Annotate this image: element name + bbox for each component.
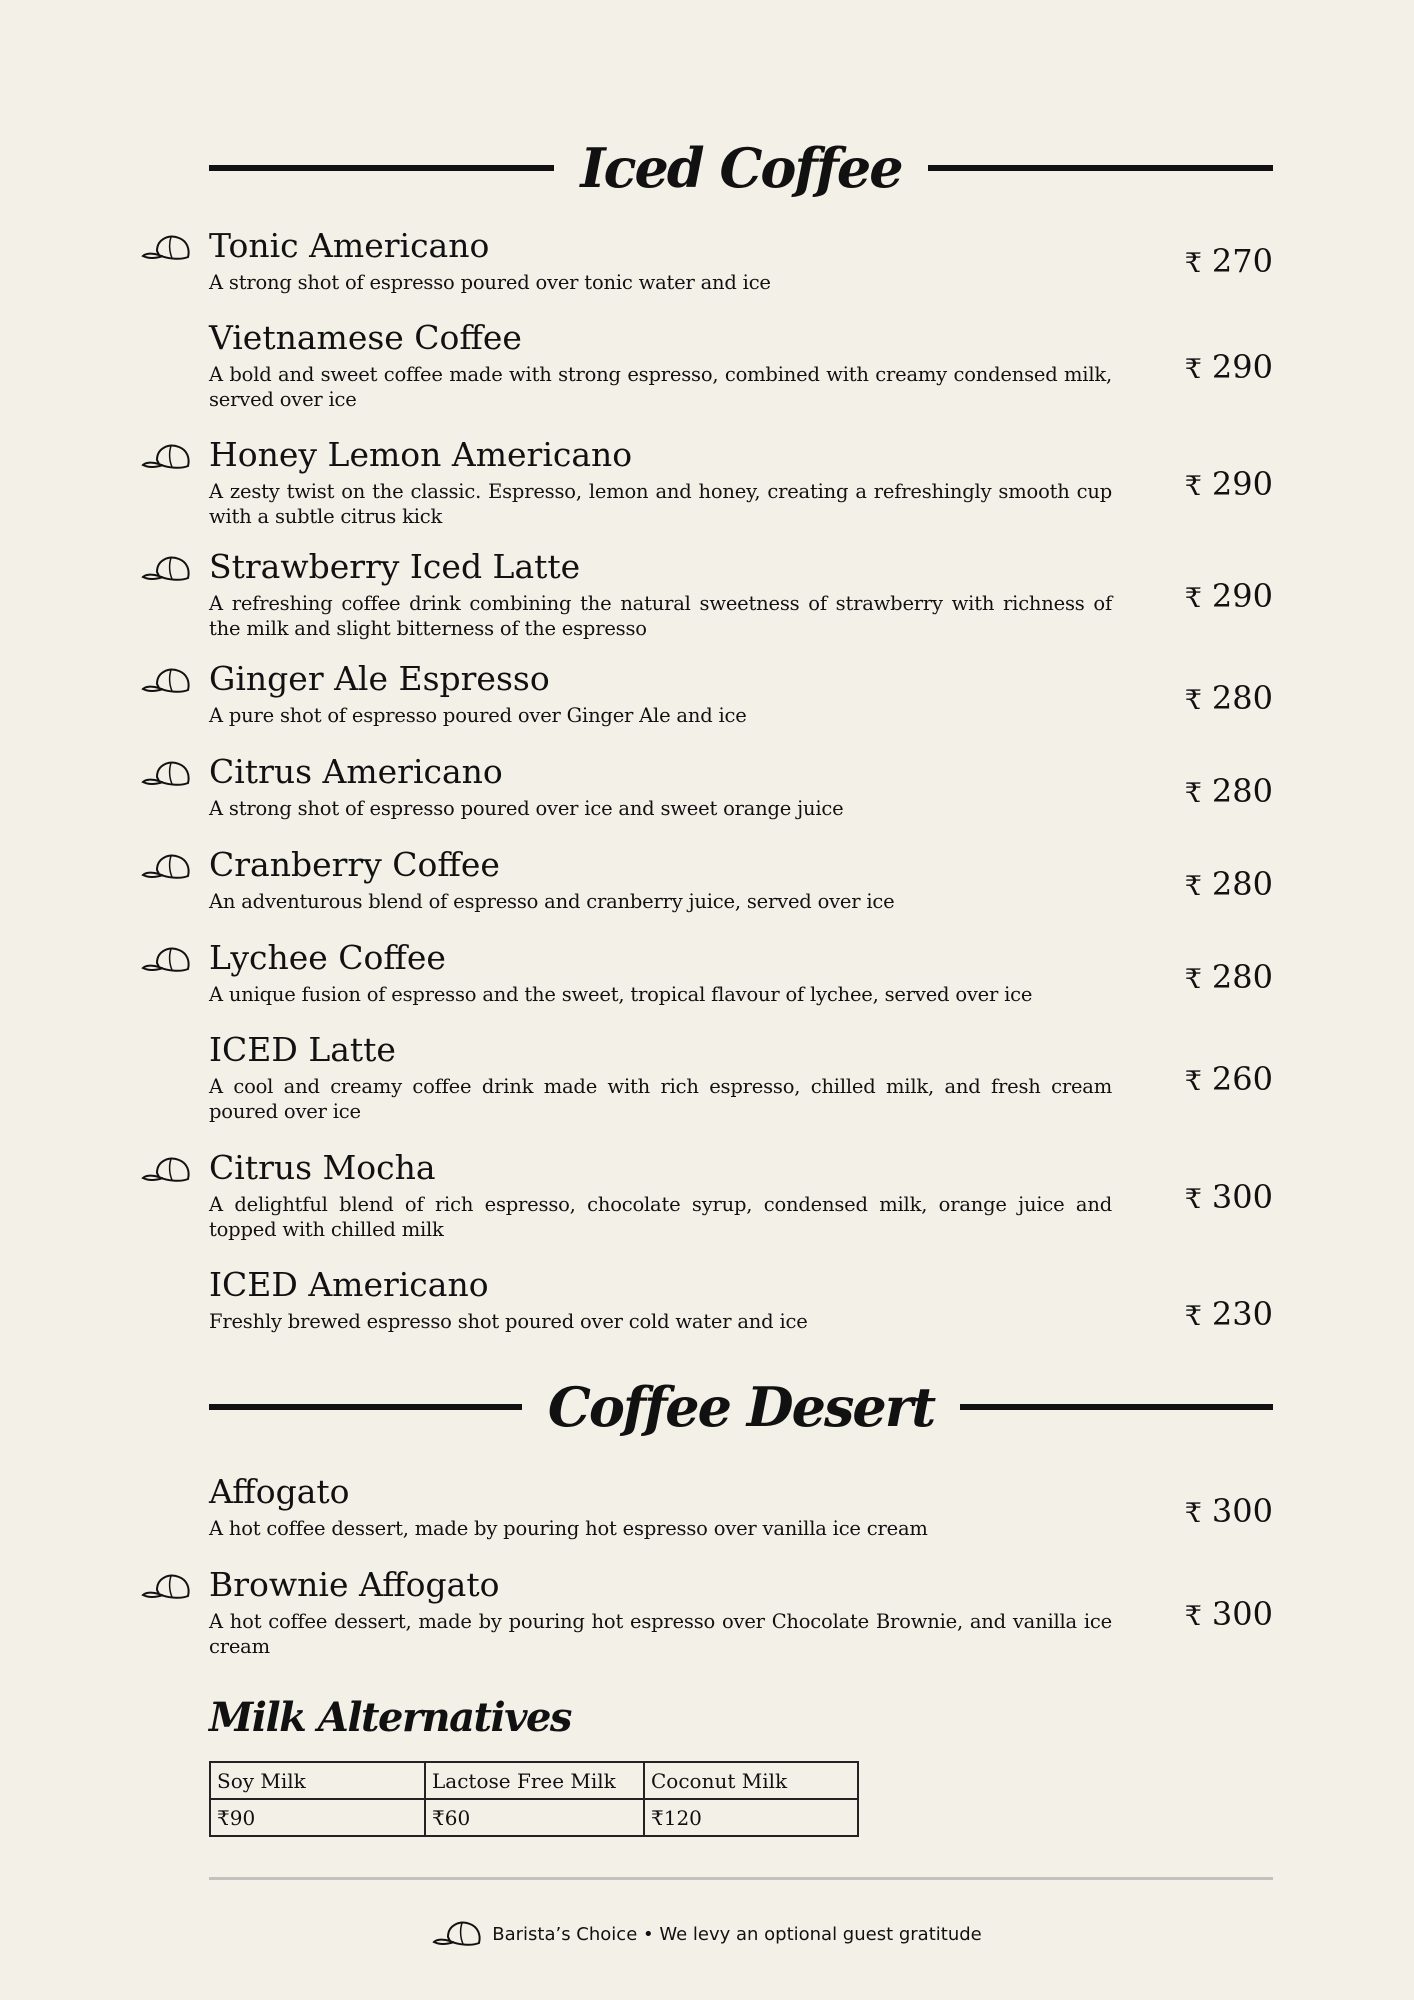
menu-item-name: Citrus Mocha [209,1148,436,1187]
price-value: 300 [1211,1178,1273,1216]
menu-item-price [1100,1595,1273,1633]
price-value: 230 [1211,1295,1273,1333]
milk-alternatives-table [209,1761,859,1837]
menu-item-price [1100,1295,1273,1333]
menu-item-price [1100,242,1273,280]
cap-icon [140,943,194,977]
menu-item-price [1100,1178,1273,1216]
menu-item-description: A refreshing coffee drink combining the natural sweetness of strawberry with richness of the milk and slight bitterness of the espresso [209,592,1112,640]
menu-item-price [1100,577,1273,615]
menu-item-name: ICED Americano [209,1265,489,1304]
rupee-symbol: ₹ [1184,471,1202,502]
rupee-symbol: ₹ [1184,685,1202,716]
rupee-symbol: ₹ [1184,248,1202,279]
menu-item-price [1100,1060,1273,1098]
price-value: 290 [1211,577,1273,615]
coffee-desert-header [209,1375,1273,1439]
rupee-symbol: ₹ [1184,1184,1202,1215]
price-value: 260 [1211,1060,1273,1098]
menu-item-name: Cranberry Coffee [209,845,500,884]
milk-header-row [210,1762,858,1799]
rupee-symbol: ₹ [1184,1498,1202,1529]
cap-icon [140,552,194,586]
menu-item-name: Strawberry Iced Latte [209,547,581,586]
section-title-iced-coffee: Iced Coffee [580,136,902,200]
milk-price-cell: ₹60 [425,1799,644,1836]
price-value: 290 [1211,465,1273,503]
section-title-coffee-desert: Coffee Desert [547,1375,935,1439]
cap-icon [140,757,194,791]
menu-item-description: Freshly brewed espresso shot poured over cold water and ice [209,1310,808,1333]
milk-name-cell: Lactose Free Milk [425,1762,644,1799]
milk-name-cell: Coconut Milk [644,1762,858,1799]
header-rule-right [960,1404,1273,1410]
price-value: 280 [1211,865,1273,903]
rupee-symbol: ₹ [1184,1601,1202,1632]
menu-item-name: Brownie Affogato [209,1565,500,1604]
milk-price-cell: ₹90 [210,1799,425,1836]
rupee-symbol: ₹ [1184,778,1202,809]
rupee-symbol: ₹ [1184,1301,1202,1332]
menu-item-description: A bold and sweet coffee made with strong espresso, combined with creamy condensed milk, served over ice [209,363,1112,411]
menu-item-name: Vietnamese Coffee [209,318,522,357]
menu-item-description: A delightful blend of rich espresso, chocolate syrup, condensed milk, orange juice and topped with chilled milk [209,1193,1112,1241]
footer-text: Barista’s Choice • We levy an optional guest gratitude [492,1923,982,1945]
menu-item-price [1100,958,1273,996]
menu-item-description: A hot coffee dessert, made by pouring hot espresso over vanilla ice cream [209,1517,928,1540]
iced-coffee-header [209,136,1273,200]
menu-item-description: A pure shot of espresso poured over Ginger Ale and ice [209,704,747,727]
rupee-symbol: ₹ [1184,964,1202,995]
menu-item-price [1100,772,1273,810]
cap-icon [432,1917,484,1951]
rupee-symbol: ₹ [1184,583,1202,614]
footer [0,1917,1414,1951]
menu-item-name: Honey Lemon Americano [209,435,633,474]
price-value: 290 [1211,348,1273,386]
cap-icon [140,850,194,884]
menu-item-description: A strong shot of espresso poured over ice and sweet orange juice [209,797,844,820]
cap-icon [140,1570,194,1604]
menu-item-description: A strong shot of espresso poured over tonic water and ice [209,271,771,294]
cap-icon [140,440,194,474]
footer-divider [209,1877,1273,1880]
menu-item-name: Tonic Americano [209,226,490,265]
menu-item-description: A cool and creamy coffee drink made with rich espresso, chilled milk, and fresh cream poured over ice [209,1075,1112,1123]
cap-icon [140,1153,194,1187]
menu-item-price [1100,865,1273,903]
menu-item-description: A hot coffee dessert, made by pouring hot espresso over Chocolate Brownie, and vanilla ice cream [209,1610,1112,1658]
header-rule-right [928,165,1273,171]
price-value: 280 [1211,772,1273,810]
menu-item-name: Ginger Ale Espresso [209,659,550,698]
price-value: 300 [1211,1595,1273,1633]
menu-item-name: ICED Latte [209,1030,396,1069]
menu-item-price [1100,465,1273,503]
menu-item-price [1100,679,1273,717]
price-value: 280 [1211,958,1273,996]
menu-item-price [1100,348,1273,386]
price-value: 300 [1211,1492,1273,1530]
milk-alternatives-title: Milk Alternatives [209,1694,571,1741]
header-rule-left [209,1404,522,1410]
menu-item-name: Affogato [209,1472,350,1511]
cap-icon [140,231,194,265]
rupee-symbol: ₹ [1184,1066,1202,1097]
menu-item-name: Citrus Americano [209,752,503,791]
price-value: 270 [1211,242,1273,280]
cap-icon [140,664,194,698]
menu-item-name: Lychee Coffee [209,938,446,977]
menu-item-description: A unique fusion of espresso and the sweet, tropical flavour of lychee, served over ice [209,983,1033,1006]
menu-item-description: A zesty twist on the classic. Espresso, lemon and honey, creating a refreshingly smooth cup with a subtle citrus kick [209,480,1112,528]
menu-item-description: An adventurous blend of espresso and cranberry juice, served over ice [209,890,895,913]
rupee-symbol: ₹ [1184,871,1202,902]
menu-item-price [1100,1492,1273,1530]
milk-name-cell: Soy Milk [210,1762,425,1799]
milk-price-row [210,1799,858,1836]
price-value: 280 [1211,679,1273,717]
milk-price-cell: ₹120 [644,1799,858,1836]
rupee-symbol: ₹ [1184,354,1202,385]
header-rule-left [209,165,554,171]
